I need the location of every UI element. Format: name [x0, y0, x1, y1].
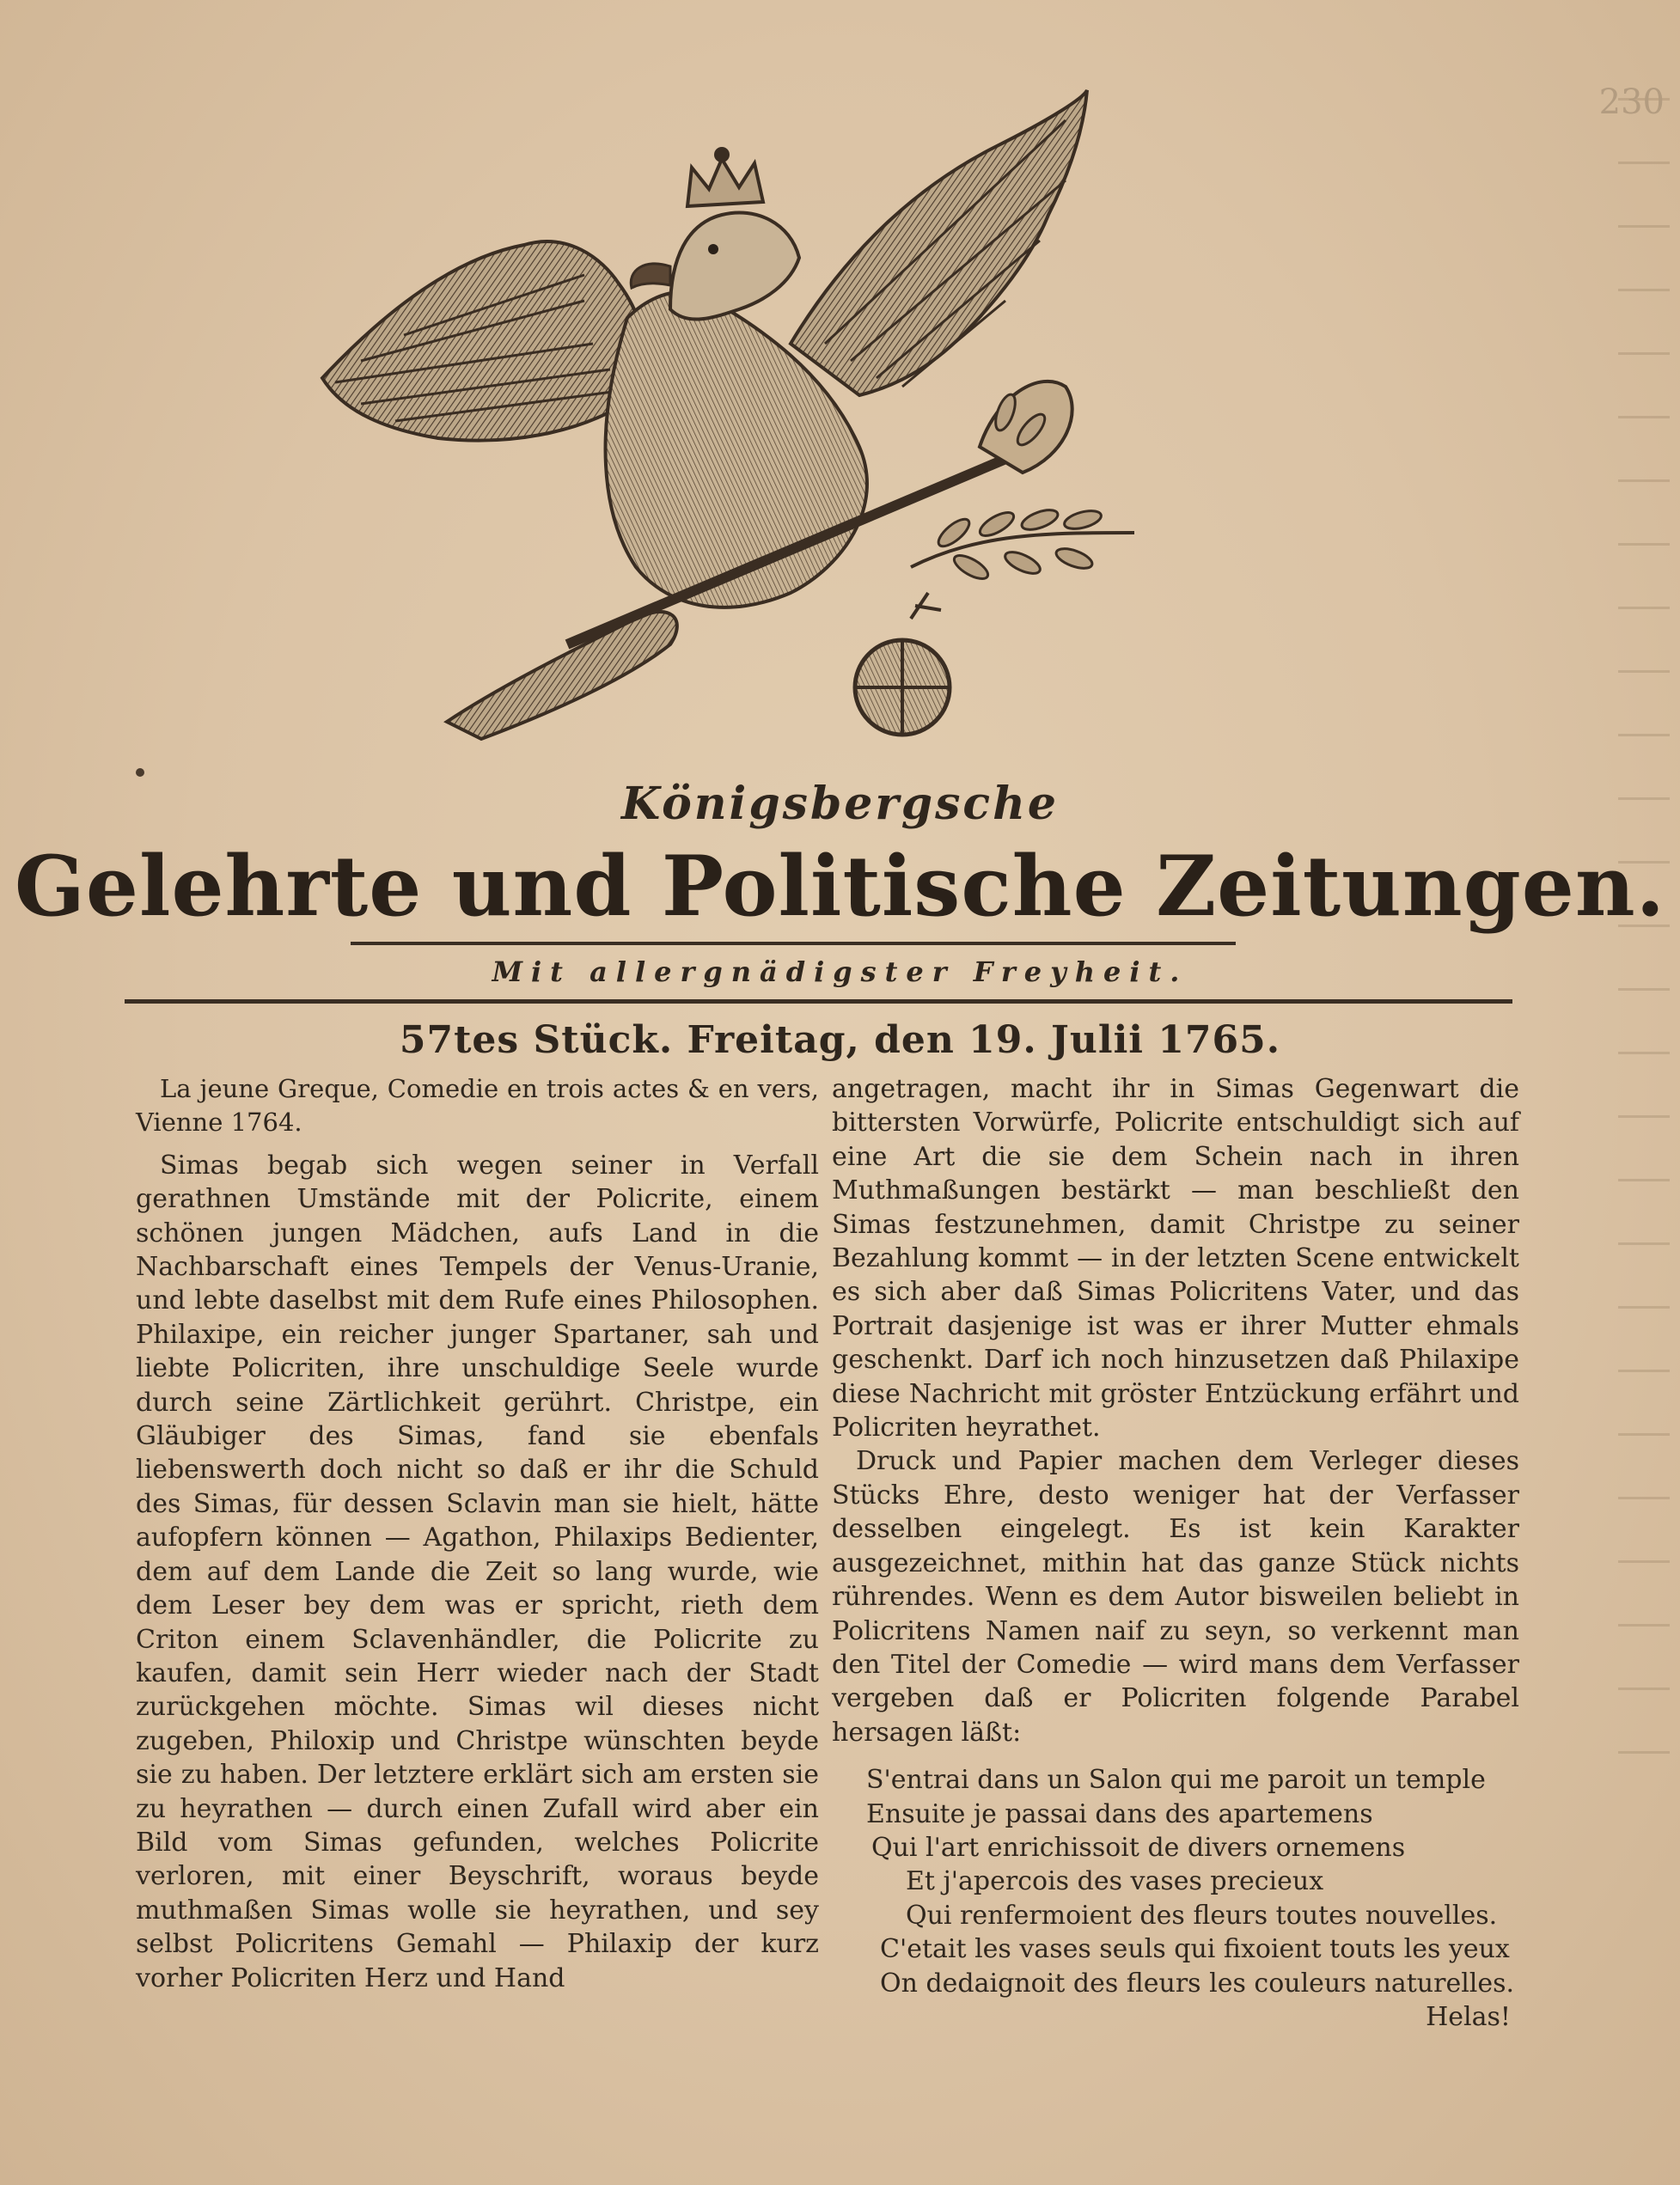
crowned-eagle-with-sceptre-and-orb-icon — [309, 86, 1341, 790]
privilege-line: Mit allergnädigster Freyheit. — [492, 955, 1188, 988]
review-paragraph: Simas begab sich wegen seiner in Verfall gerathnen Umstände mit der Policrite, einem schönen jungen Mädchen, aufs Land in die Nachbarschaft eines Tempels der Venus-Uranie, und lebte daselbst mit dem Rufe eines Philosophen. Philaxipe, ein reicher junger Spartaner, sah und liebte Policriten, ihre unschuldige Seele wurde durch seine Zärtlichkeit gerührt. Christpe, ein Gläubiger des Simas, fand sie ebenfals liebenswerth doch nicht so daß er ihr die Schuld des Simas, für dessen Sclavin man sie hielt, hätte aufopfern können — Agathon, Philaxips Bedienter, dem auf dem Lande die Zeit so lang wurde, wie dem Leser bey dem was er spricht, rieth dem Criton einem Sclavenhändler, die Policrite zu kaufen, damit sein Herr wieder nach der Stadt zurückgehen möchte. Simas wil dieses nicht zugeben, Philoxip und Christpe wünschten beyde sie zu haben. Der letztere erklärt sich am ersten sie zu heyrathen — durch einen Zufall wird aber ein Bild vom Simas gefunden, welches Policrite verloren, mit einer Beyschrift, woraus beyde muthmaßen Simas wolle sie heyrathen, und sey selbst Policritens Gemahl — Philaxip der kurz vorher Policriten Herz und Hand — [136, 1150, 819, 1993]
verse-line: On dedaignoit des fleurs les couleurs naturelles. — [880, 1968, 1515, 1999]
verse-line: Et j'apercois des vases precieux — [906, 1866, 1324, 1897]
newspaper-title: Gelehrte und Politische Zeitungen. — [14, 838, 1666, 935]
review-paragraph-continued: angetragen, macht ihr in Simas Gegenwart die bittersten Vorwürfe, Policrite entschuldigt sich auf eine Art die sie dem Schein nach in ihren Muthmaßungen bestärkt — man beschließt den Simas festzunehmen, damit Christpe zu seiner Bezahlung kommt — in der letzten Scene entwickelt es sich aber daß Simas Policritens Vater, und das Portrait dasjenige ist was er ihrer Mutter ehmals geschenkt. Darf ich noch hinzusetzen daß Philaxipe diese Nachricht mit gröster Entzückung erfährt und Policriten heyrathet. — [832, 1074, 1519, 1443]
title-rule — [351, 942, 1236, 945]
parable-verse — [832, 1763, 1519, 2000]
verse-line: C'etait les vases seuls qui fixoient touts les yeux — [880, 1934, 1510, 1965]
verse-line: Ensuite je passai dans des apartemens — [866, 1798, 1373, 1829]
review-paragraph-critique: Druck und Papier machen dem Verleger dieses Stücks Ehre, desto weniger hat der Verfasser desselben eingelegt. Es ist kein Karakter ausgezeichnet, mithin hat das ganze Stück nichts rührendes. Wenn es dem Autor bisweilen beliebt in Policritens Namen naif zu seyn, so verkennt man den Titel der Comedie — wird mans dem Verfasser vergeben daß er Policriten folgende Parabel hersagen läßt: — [832, 1446, 1519, 1748]
verse-line: S'entrai dans un Salon qui me paroit un temple — [866, 1765, 1486, 1796]
header-rule — [125, 999, 1512, 1004]
right-column — [832, 1072, 1519, 2034]
left-column — [136, 1072, 819, 1995]
verse-line: Qui renfermoient des fleurs toutes nouvelles. — [906, 1900, 1498, 1931]
ink-mark — [136, 768, 144, 777]
catchword: Helas! — [1426, 2001, 1511, 2032]
publisher-line: Königsbergsche — [621, 778, 1059, 830]
page-number-fragment: 230 — [1598, 82, 1665, 122]
review-heading: La jeune Greque, Comedie en trois actes & en vers, Vienne 1764. — [136, 1074, 819, 1138]
issue-line: 57tes Stück. Freitag, den 19. Julii 1765. — [399, 1018, 1281, 1062]
verse-line: Qui l'art enrichissoit de divers ornemens — [871, 1832, 1406, 1863]
